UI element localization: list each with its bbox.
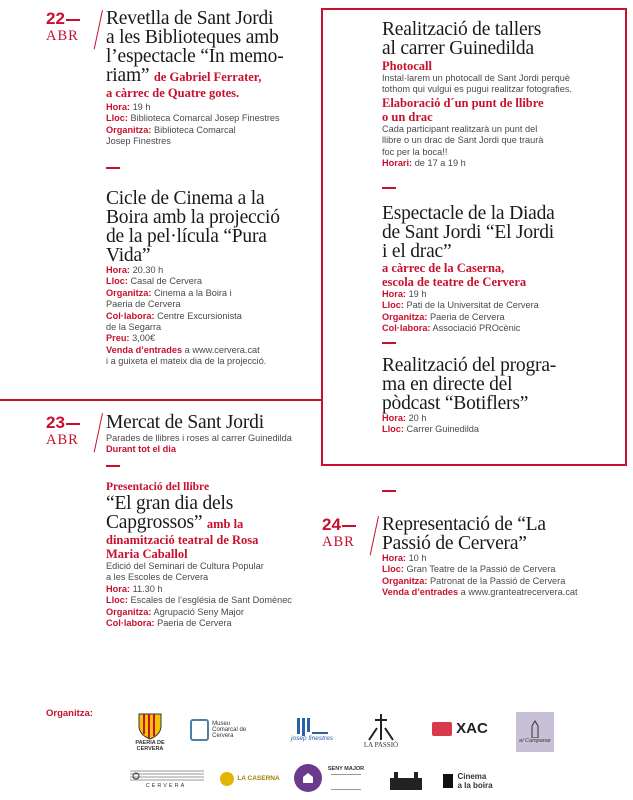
date-dash [342, 525, 356, 527]
event-mercat [106, 413, 318, 456]
label-lloc: Lloc: [382, 300, 404, 311]
label-preu: Preu: [106, 333, 130, 344]
logo-text: Cinema [457, 772, 487, 781]
university-icon [386, 768, 426, 790]
paeria-logo [130, 712, 170, 752]
event-subtitle: a càrrec de la Caserna, [382, 261, 505, 275]
label-hora: Hora: [106, 102, 130, 112]
event-presentacio [106, 480, 320, 629]
biblioteca-logo [282, 712, 342, 748]
text-lines-icon [331, 774, 361, 790]
footer-organitza-label: Organitza: [46, 708, 93, 719]
masks-icon [220, 772, 234, 786]
books-icon [297, 718, 328, 736]
value-horari: de 17 a 19 h [414, 158, 466, 169]
event-cinema [106, 189, 318, 368]
value-collabora: Centre Excursionista [157, 310, 242, 321]
event-podcast [382, 356, 618, 436]
date-slash [94, 413, 104, 452]
logo-text: CERVERA [145, 783, 187, 789]
label-hora: Hora: [106, 583, 130, 594]
event-description: llibre o un drac de Sant Jordi que traurà [382, 135, 544, 146]
event-subtitle: Photocall [382, 59, 432, 73]
logo-text: a la boira [457, 781, 493, 790]
label-collabora: Col·labora: [382, 323, 431, 334]
frame-right-right [625, 8, 627, 466]
date-day: 22 [46, 9, 65, 28]
event-title: Realització del progra- [382, 355, 557, 376]
film-icon [443, 774, 453, 788]
event-title: “El gran dia dels [106, 493, 234, 514]
label-collabora: Col·labora: [106, 310, 155, 321]
separator [106, 167, 120, 169]
event-description: Edició del Seminari de Cultura Popular [106, 561, 264, 571]
value-lloc: Carrer Guinedilda [406, 424, 480, 435]
event-description: Parades de llibres i roses al carrer Guinedilda [106, 433, 292, 443]
event-title: Representació de “La [382, 514, 546, 535]
event-subtitle: escola de teatre de Cervera [382, 275, 527, 289]
value-lloc: Casal de Cervera [130, 276, 203, 287]
aula-logo [384, 762, 428, 796]
event-subtitle: amb la [206, 517, 244, 531]
event-title: Revetlla de Sant Jordi [106, 8, 274, 29]
event-passio [382, 515, 622, 599]
logo-text: LA PASSIÓ [363, 741, 399, 749]
passio-logo [356, 708, 406, 752]
seny-logo [326, 762, 366, 794]
event-subtitle: dinamització teatral de Rosa [106, 533, 259, 547]
music-staff-icon [126, 767, 206, 783]
event-subtitle: o un drac [382, 109, 433, 124]
cultura-logo [294, 764, 322, 792]
event-description: Cada participant realitzarà un punt del [382, 123, 538, 134]
tower-icon [528, 720, 542, 738]
shield-icon [137, 712, 163, 740]
value-lloc: Escales de l’església de Sant Domènec [130, 595, 292, 606]
separator [382, 342, 396, 344]
event-subtitle: a càrrec de Quatre gotes. [106, 86, 240, 100]
event-subtitle: de Gabriel Ferrater, [153, 70, 262, 84]
event-title: i el drac” [382, 241, 452, 262]
value-lloc: Gran Teatre de la Passió de Cervera [406, 564, 556, 575]
label-lloc: Lloc: [382, 564, 404, 575]
event-when: Durant tot el dia [106, 444, 176, 455]
value-collabora: Associació PROcènic [432, 323, 521, 334]
event-revetlla [106, 9, 316, 148]
label-lloc: Lloc: [106, 113, 128, 124]
date-month: ABR [46, 28, 79, 44]
value-organitza: Josep Finestres [106, 136, 171, 147]
value-collabora: Paeria de Cervera [157, 618, 232, 629]
separator [382, 490, 396, 492]
xac-logo [420, 716, 500, 742]
value-venda: a www.cervera.cat [184, 344, 260, 355]
cinema-logo [438, 770, 498, 792]
label-venda: Venda d’entrades [106, 344, 183, 355]
value-lloc: Pati de la Universitat de Cervera [406, 300, 539, 311]
event-title: l’espectacle “In memo- [106, 46, 284, 67]
label-lloc: Lloc: [106, 276, 128, 287]
event-title: de Sant Jordi “El Jordi [382, 222, 554, 243]
date-23 [46, 414, 80, 448]
event-title: de la pel·lícula “Pura [106, 226, 267, 247]
logo-text: LA CASERNA [237, 775, 280, 782]
date-day: 23 [46, 413, 65, 432]
separator [106, 465, 120, 467]
event-title: Espectacle de la Diada [382, 203, 555, 224]
value-hora: 20.30 h [132, 265, 164, 275]
label-lloc: Lloc: [106, 595, 128, 606]
logo-text: el Campanar [519, 738, 551, 744]
date-dash [66, 423, 80, 425]
event-description: foc per la boca!! [382, 146, 448, 157]
label-organitza: Organitza: [382, 575, 428, 586]
value-hora: 20 h [408, 413, 427, 423]
label-horari: Horari: [382, 158, 413, 169]
logo-text: XAC [456, 720, 488, 737]
event-espectacle [382, 204, 618, 335]
label-hora: Hora: [382, 289, 406, 299]
date-24 [322, 516, 356, 550]
label-organitza: Organitza: [382, 311, 428, 322]
value-organitza: Cinema a la Boira i [154, 287, 232, 298]
frame-right-left [321, 8, 323, 466]
event-title: Passió de Cervera” [382, 533, 527, 554]
cafeteria-logo [516, 712, 554, 752]
event-title: Vida” [106, 245, 151, 266]
event-title: Boira amb la projecció [106, 207, 280, 228]
value-organitza: Patronat de la Passió de Cervera [430, 575, 566, 586]
value-organitza: Agrupació Seny Major [153, 606, 244, 617]
frame-left-top [0, 399, 323, 401]
event-title: Realització de tallers [382, 19, 542, 40]
event-title: Mercat de Sant Jordi [106, 412, 264, 433]
conservatori-logo [124, 764, 208, 792]
value-organitza: Paeria de Cervera [106, 299, 181, 310]
folders-icon [432, 722, 452, 736]
label-venda: Venda d’entrades [382, 587, 459, 598]
building-icon [301, 771, 315, 785]
event-description: Instal·larem un photocall de Sant Jordi perquè [382, 73, 570, 83]
date-slash [370, 516, 380, 555]
date-dash [66, 19, 80, 21]
date-slash [94, 10, 104, 49]
event-title: al carrer Guinedilda [382, 38, 534, 59]
value-collabora: de la Segarra [106, 322, 162, 333]
date-month: ABR [46, 432, 79, 448]
value-preu: 3,00€ [132, 333, 156, 344]
value-hora: 19 h [132, 102, 151, 112]
event-title: Capgrossos” [106, 512, 203, 533]
museu-logo [190, 714, 250, 746]
date-day: 24 [322, 515, 341, 534]
label-organitza: Organitza: [106, 124, 152, 135]
event-subtitle: Elaboració d´un punt de llibre [382, 95, 544, 110]
label-organitza: Organitza: [106, 287, 152, 298]
cross-icon [363, 712, 399, 742]
label-hora: Hora: [382, 553, 406, 563]
caserna-logo [218, 768, 282, 790]
separator [382, 187, 396, 189]
value-hora: 10 h [408, 553, 427, 563]
museu-icon [190, 719, 209, 741]
event-title: pòdcast “Botiflers” [382, 393, 529, 414]
label-hora: Hora: [106, 265, 130, 275]
date-22 [46, 10, 80, 44]
value-venda: i a guixeta el mateix dia de la projecció. [106, 356, 267, 367]
value-organitza: Paeria de Cervera [430, 311, 505, 322]
logo-text: josep finestres [291, 735, 333, 742]
label-lloc: Lloc: [382, 424, 404, 435]
event-title: Cicle de Cinema a la [106, 188, 265, 209]
event-label: Presentació del llibre [106, 481, 210, 493]
event-description: tothom qui vulgui es pugui realitzar fotografies. [382, 84, 572, 95]
value-venda: a www.granteatrecervera.cat [460, 587, 578, 598]
event-title: a les Biblioteques amb [106, 27, 279, 48]
label-hora: Hora: [382, 413, 406, 423]
value-hora: 11.30 h [132, 583, 163, 594]
label-organitza: Organitza: [106, 606, 152, 617]
logo-text: PAERIA DE CERVERA [135, 740, 165, 752]
event-subtitle: Maria Caballol [106, 547, 188, 561]
event-title: ma en directe del [382, 374, 513, 395]
event-title: riam” [106, 65, 150, 86]
value-lloc: Biblioteca Comarcal Josep Finestres [130, 113, 280, 124]
logo-text: SENY MAJOR [327, 766, 365, 772]
value-hora: 19 h [408, 289, 427, 299]
event-tallers [382, 20, 618, 169]
value-organitza: Biblioteca Comarcal [154, 124, 236, 135]
logo-text: Museu Comarcal de Cervera [212, 721, 247, 739]
frame-right-bottom [321, 464, 627, 466]
date-month: ABR [322, 534, 355, 550]
frame-right-top [321, 8, 627, 10]
label-collabora: Col·labora: [106, 618, 155, 629]
event-description: a les Escoles de Cervera [106, 572, 209, 583]
